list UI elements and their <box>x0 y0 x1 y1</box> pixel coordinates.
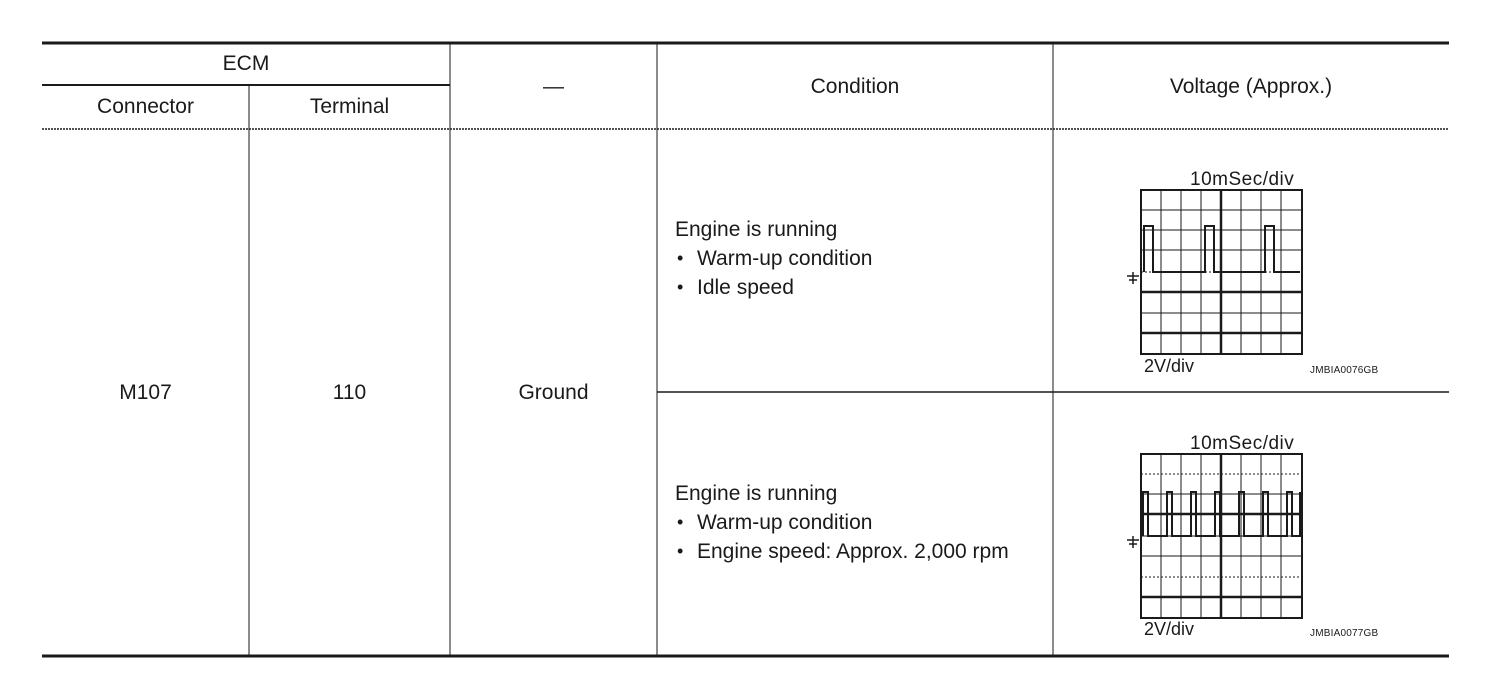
figure-code: JMBIA0077GB <box>1310 628 1379 639</box>
scope-volt-div: 2V/div <box>1144 356 1195 376</box>
condition-idle <box>675 215 872 302</box>
oscilloscope-waveform-2000rpm <box>1120 452 1310 622</box>
condition-bullet: • Idle speed <box>675 273 872 302</box>
header-terminal: Terminal <box>309 95 390 118</box>
condition-bullet: • Engine speed: Approx. 2,000 rpm <box>675 537 1009 566</box>
condition-bullet: • Warm-up condition <box>675 508 1009 537</box>
condition-title: Engine is running <box>675 218 838 241</box>
terminal-value: 110 <box>332 380 367 404</box>
condition-2000rpm <box>675 479 1009 566</box>
oscilloscope-waveform-idle <box>1120 188 1310 358</box>
header-voltage: Voltage (Approx.) <box>1169 74 1333 98</box>
connector-value: M107 <box>119 380 172 404</box>
header-connector: Connector <box>97 95 194 118</box>
scope-volt-div: 2V/div <box>1144 619 1195 639</box>
scope-time-div: 10mSec/div <box>1190 169 1295 190</box>
ground-value: Ground <box>518 380 589 404</box>
figure-code: JMBIA0076GB <box>1310 365 1379 376</box>
header-dash: — <box>543 74 564 98</box>
condition-bullet: • Warm-up condition <box>675 244 872 273</box>
header-condition: Condition <box>810 74 900 98</box>
condition-title: Engine is running <box>675 482 838 505</box>
header-ecm: ECM <box>222 52 270 75</box>
scope-time-div: 10mSec/div <box>1190 433 1295 454</box>
